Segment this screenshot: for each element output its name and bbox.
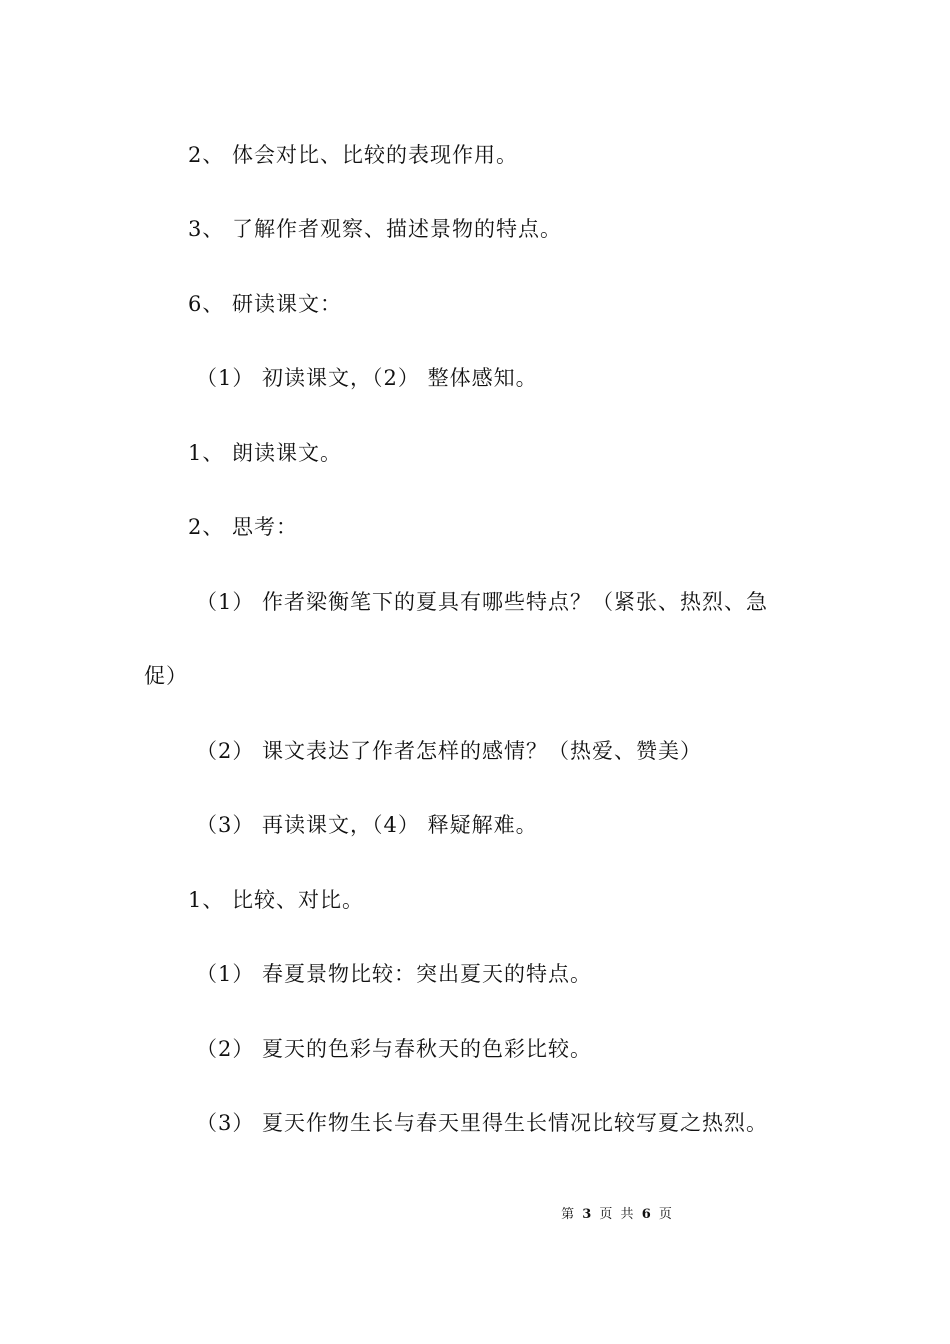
paragraph-3: 6、 研读课文： — [188, 292, 343, 316]
paragraph-4: （1） 初读课文，（2） 整体感知。 — [196, 366, 538, 390]
paragraph-6: 2、 思考： — [188, 515, 299, 539]
footer-prefix: 第 — [561, 1207, 577, 1222]
paragraph-7-continuation: 促） — [144, 664, 188, 688]
page-footer — [0, 1206, 950, 1224]
paragraph-12: （2） 夏天的色彩与春秋天的色彩比较。 — [196, 1037, 593, 1061]
paragraph-10: 1、 比较、对比。 — [188, 888, 365, 912]
paragraph-11: （1） 春夏景物比较：突出夏天的特点。 — [196, 962, 593, 986]
paragraph-8: （2） 课文表达了作者怎样的感情？（热爱、赞美） — [196, 739, 703, 763]
paragraph-5: 1、 朗读课文。 — [188, 441, 343, 465]
paragraph-7: （1） 作者梁衡笔下的夏具有哪些特点？（紧张、热烈、急 — [196, 590, 769, 614]
current-page-number: 3 — [582, 1207, 594, 1222]
paragraph-1: 2、 体会对比、比较的表现作用。 — [188, 143, 519, 167]
footer-middle: 页 共 — [599, 1207, 636, 1222]
footer-suffix: 页 — [658, 1207, 674, 1222]
paragraph-2: 3、 了解作者观察、描述景物的特点。 — [188, 217, 563, 241]
paragraph-9: （3） 再读课文，（4） 释疑解难。 — [196, 813, 538, 837]
total-page-number: 6 — [641, 1207, 653, 1222]
paragraph-13: （3） 夏天作物生长与春天里得生长情况比较写夏之热烈。 — [196, 1111, 769, 1135]
